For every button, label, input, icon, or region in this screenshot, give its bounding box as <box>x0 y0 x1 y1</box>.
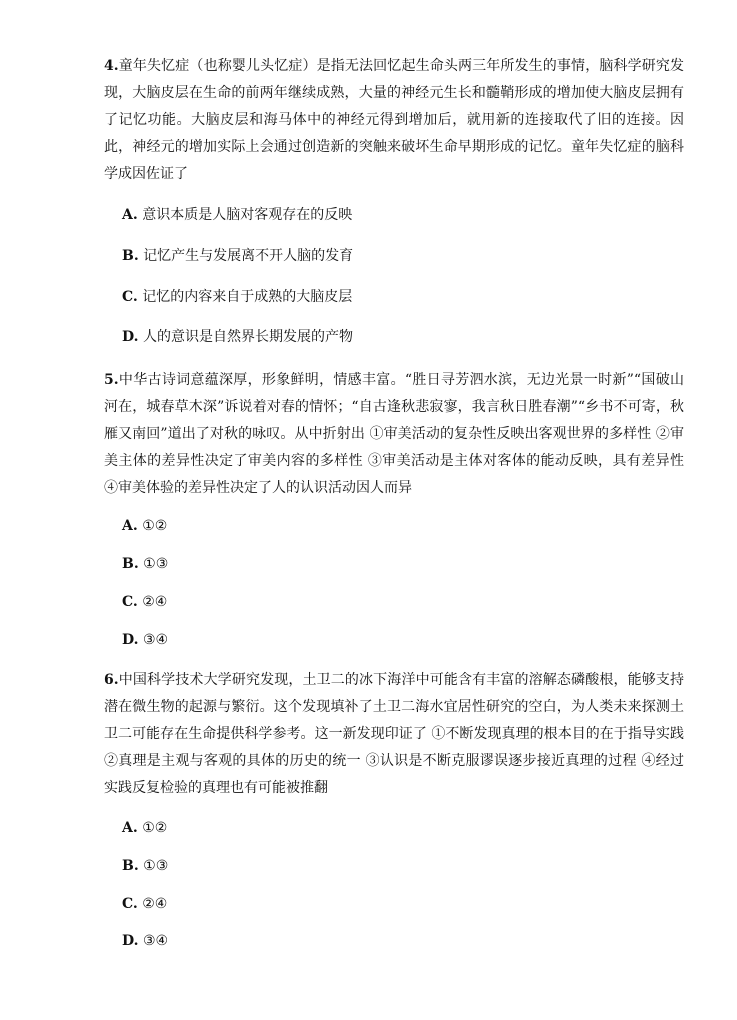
option-letter: C. <box>122 289 138 305</box>
question-6-option-c[interactable] <box>122 894 682 914</box>
option-letter: A. <box>122 207 138 223</box>
option-letter: B. <box>122 556 139 572</box>
option-text: ①③ <box>143 556 169 572</box>
question-6 <box>104 667 684 802</box>
question-number: 5. <box>104 372 119 388</box>
option-letter: B. <box>122 248 139 264</box>
question-6-option-d[interactable] <box>122 931 682 951</box>
question-4 <box>104 53 684 188</box>
option-letter: A. <box>122 518 138 534</box>
question-stem: 中国科学技术大学研究发现，土卫二的冰下海洋中可能含有丰富的溶解态磷酸根，能够支持潜在微生物的起源与繁衍。这个发现填补了土卫二海水宜居性研究的空白，为人类未来探测土卫二可能存在生命提供科学参考。这一新发现印证了 ①不断发现真理的根本目的在于指导实践 ②真理是主观与客观的具体的历史的统一 ③认识是不断克服谬误逐步接近真理的过程 ④经过实践反复检验的真理也有可能被推翻 <box>104 672 684 796</box>
question-5-option-c[interactable] <box>122 592 682 612</box>
option-text: 意识本质是人脑对客观存在的反映 <box>142 207 353 223</box>
option-text: 记忆产生与发展离不开人脑的发育 <box>143 248 354 264</box>
option-text: ③④ <box>142 933 169 949</box>
option-text: ①② <box>142 518 168 534</box>
question-5-option-d[interactable] <box>122 630 682 650</box>
option-letter: D. <box>122 329 139 345</box>
option-text: ②④ <box>142 594 168 610</box>
question-5-option-b[interactable] <box>122 554 682 574</box>
option-letter: D. <box>122 933 139 949</box>
question-5-option-a[interactable] <box>122 516 682 536</box>
option-text: ①② <box>142 820 168 836</box>
question-4-option-b[interactable] <box>122 246 682 266</box>
question-6-option-a[interactable] <box>122 818 682 838</box>
option-letter: A. <box>122 820 138 836</box>
option-letter: C. <box>122 896 138 912</box>
question-number: 6. <box>104 672 119 688</box>
option-text: ③④ <box>142 632 169 648</box>
question-stem: 中华古诗词意蕴深厚，形象鲜明，情感丰富。“胜日寻芳泗水滨，无边光景一时新”“国破山河在，城春草木深”诉说着对春的情怀；“自古逢秋悲寂寥，我言秋日胜春潮”“乡书不可寄，秋雁又南回”道出了对秋的咏叹。从中折射出 ①审美活动的复杂性反映出客观世界的多样性 ②审美主体的差异性决定了审美内容的多样性 ③审美活动是主体对客体的能动反映，具有差异性 ④审美体验的差异性决定了人的认识活动因人而异 <box>104 372 684 496</box>
question-5 <box>104 367 684 502</box>
option-letter: B. <box>122 858 139 874</box>
question-number: 4. <box>104 58 119 74</box>
question-6-option-b[interactable] <box>122 856 682 876</box>
option-text: ②④ <box>142 896 168 912</box>
option-letter: C. <box>122 594 138 610</box>
question-stem: 童年失忆症（也称婴儿头忆症）是指无法回忆起生命头两三年所发生的事情，脑科学研究发现，大脑皮层在生命的前两年继续成熟，大量的神经元生长和髓鞘形成的增加使大脑皮层拥有了记忆功能。大脑皮层和海马体中的神经元得到增加后，就用新的连接取代了旧的连接。因此，神经元的增加实际上会通过创造新的突触来破坏生命早期形成的记忆。童年失忆症的脑科学成因佐证了 <box>104 58 684 182</box>
option-text: ①③ <box>143 858 169 874</box>
option-text: 记忆的内容来自于成熟的大脑皮层 <box>142 289 353 305</box>
question-4-option-a[interactable] <box>122 205 682 225</box>
question-4-option-d[interactable] <box>122 327 682 347</box>
option-letter: D. <box>122 632 139 648</box>
option-text: 人的意识是自然界长期发展的产物 <box>142 329 353 345</box>
question-4-option-c[interactable] <box>122 287 682 307</box>
